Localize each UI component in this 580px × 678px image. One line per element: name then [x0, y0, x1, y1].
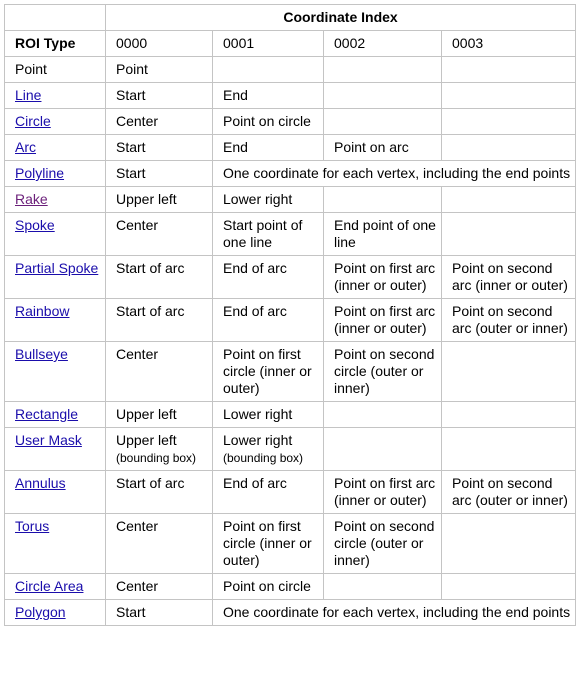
coord-0001-cell-text: Point on first circle (inner or outer) — [223, 346, 312, 396]
coord-0000-cell — [106, 574, 213, 600]
empty-corner-cell — [5, 5, 106, 31]
coord-0000-cell-text: Upper left — [116, 406, 177, 422]
coord-0001-cell-text: Lower right — [223, 432, 293, 448]
coord-0001-cell — [213, 187, 324, 213]
coord-0002-cell-text: Point on first arc (inner or outer) — [334, 475, 436, 508]
roi-type-link[interactable]: Bullseye — [15, 346, 68, 362]
table-row — [5, 57, 576, 83]
roi-type-link[interactable]: Torus — [15, 518, 50, 534]
coord-0002-cell — [324, 256, 442, 299]
coord-0001-cell — [213, 135, 324, 161]
coord-0000-cell-text: Center — [116, 518, 159, 534]
roi-type-cell — [5, 57, 106, 83]
table-row — [5, 342, 576, 402]
group-header-row — [5, 5, 576, 31]
coord-0002-cell-text: Point on first arc (inner or outer) — [334, 260, 436, 293]
roi-type-link[interactable]: Circle Area — [15, 578, 84, 594]
coord-0000-cell-text: Start of arc — [116, 303, 185, 319]
coord-0000-cell-text: Start — [116, 165, 146, 181]
index-header-0003: 0003 — [442, 31, 576, 57]
table-row — [5, 135, 576, 161]
roi-type-cell — [5, 299, 106, 342]
coord-0001-cell-text: One coordinate for each vertex, including the end points — [223, 604, 571, 620]
coord-0001-cell-text: Point on first circle (inner or outer) — [223, 518, 312, 568]
coord-0003-cell — [442, 342, 576, 402]
coord-0000-cell-text: Point — [116, 61, 148, 77]
coord-0003-cell — [442, 135, 576, 161]
table-row — [5, 83, 576, 109]
coord-0000-cell-text: Start of arc — [116, 475, 185, 491]
coord-0002-cell — [324, 213, 442, 256]
roi-type-cell — [5, 471, 106, 514]
coord-0002-cell-text: Point on first arc (inner or outer) — [334, 303, 436, 336]
coordinate-index-table — [4, 4, 576, 626]
coord-0002-cell — [324, 428, 442, 471]
coord-0001-cell — [213, 83, 324, 109]
coord-0003-cell-text: Point on second arc (outer or inner) — [452, 475, 568, 508]
table-row — [5, 256, 576, 299]
coord-0001-cell — [213, 213, 324, 256]
coord-0001-cell-text: Point on circle — [223, 578, 311, 594]
coord-0000-cell-text: Upper left — [116, 191, 177, 207]
roi-type-cell — [5, 161, 106, 187]
coord-0001-cell — [213, 428, 324, 471]
coord-0002-cell — [324, 109, 442, 135]
roi-type-cell — [5, 213, 106, 256]
coord-0002-cell-text: End point of one line — [334, 217, 436, 250]
coord-0002-cell — [324, 187, 442, 213]
coord-0000-cell — [106, 342, 213, 402]
roi-type-label: Point — [15, 61, 47, 77]
roi-type-cell — [5, 402, 106, 428]
coord-0000-cell — [106, 109, 213, 135]
roi-type-link[interactable]: Rectangle — [15, 406, 79, 422]
coord-0000-cell-text: Center — [116, 113, 159, 129]
coord-0001-cell — [213, 600, 576, 626]
coord-0000-cell — [106, 135, 213, 161]
roi-type-cell — [5, 256, 106, 299]
coord-0002-cell — [324, 471, 442, 514]
coord-0002-cell — [324, 402, 442, 428]
coord-0001-cell — [213, 471, 324, 514]
roi-type-cell — [5, 514, 106, 574]
coord-0002-cell — [324, 574, 442, 600]
coord-0001-cell-text: Lower right — [223, 406, 293, 422]
roi-type-cell — [5, 109, 106, 135]
coord-0001-cell-text: End — [223, 139, 248, 155]
table-row — [5, 109, 576, 135]
coord-0000-cell — [106, 514, 213, 574]
roi-type-link[interactable]: Arc — [15, 139, 36, 155]
table-row — [5, 471, 576, 514]
roi-type-cell — [5, 83, 106, 109]
coord-0000-cell — [106, 299, 213, 342]
coord-0003-cell-text: Point on second arc (inner or outer) — [452, 260, 568, 293]
coord-0000-cell — [106, 57, 213, 83]
coord-0003-cell — [442, 83, 576, 109]
roi-type-cell — [5, 574, 106, 600]
coord-0003-cell — [442, 213, 576, 256]
coord-0000-cell — [106, 600, 213, 626]
coord-0000-cell — [106, 161, 213, 187]
coord-0000-cell-text: Upper left — [116, 432, 177, 448]
roi-type-link[interactable]: User Mask — [15, 432, 82, 448]
roi-type-link[interactable]: Partial Spoke — [15, 260, 99, 276]
coord-0000-cell — [106, 256, 213, 299]
coord-0001-cell-text: End of arc — [223, 475, 287, 491]
coord-0002-cell — [324, 342, 442, 402]
coord-0003-cell — [442, 471, 576, 514]
coord-0001-cell — [213, 109, 324, 135]
roi-type-link[interactable]: Polygon — [15, 604, 66, 620]
coord-0000-cell — [106, 402, 213, 428]
coord-0002-cell-text: Point on second circle (outer or inner) — [334, 518, 435, 568]
coord-0001-cell-text: Start point of one line — [223, 217, 303, 250]
table-row — [5, 402, 576, 428]
roi-type-header: ROI Type — [5, 31, 106, 57]
roi-type-link[interactable]: Spoke — [15, 217, 55, 233]
coord-0001-cell-text: One coordinate for each vertex, including the end points — [223, 165, 571, 181]
coord-0000-cell — [106, 83, 213, 109]
coord-0003-cell — [442, 574, 576, 600]
roi-type-cell — [5, 600, 106, 626]
coord-0001-cell — [213, 57, 324, 83]
coord-0003-cell — [442, 256, 576, 299]
coord-0001-cell-note: (bounding box) — [223, 451, 304, 465]
coord-0002-cell — [324, 135, 442, 161]
coord-0003-cell — [442, 514, 576, 574]
coord-0001-cell — [213, 514, 324, 574]
coord-0001-cell — [213, 161, 576, 187]
coord-0001-cell — [213, 299, 324, 342]
coord-0001-cell — [213, 342, 324, 402]
roi-type-cell — [5, 342, 106, 402]
table-row — [5, 213, 576, 256]
coord-0003-cell — [442, 109, 576, 135]
coord-0002-cell — [324, 299, 442, 342]
coord-0000-cell — [106, 187, 213, 213]
table-row — [5, 299, 576, 342]
table-row — [5, 187, 576, 213]
table-row — [5, 428, 576, 471]
index-header-0000: 0000 — [106, 31, 213, 57]
coord-0002-cell-text: Point on second circle (outer or inner) — [334, 346, 435, 396]
coord-0000-cell-text: Start — [116, 139, 146, 155]
coord-0003-cell — [442, 187, 576, 213]
roi-type-link[interactable]: Line — [15, 87, 42, 103]
coord-0000-cell-note: (bounding box) — [116, 451, 197, 465]
table-row — [5, 514, 576, 574]
coord-0001-cell — [213, 256, 324, 299]
coord-0001-cell-text: End of arc — [223, 260, 287, 276]
coord-0001-cell — [213, 402, 324, 428]
roi-type-cell — [5, 187, 106, 213]
coord-0003-cell — [442, 428, 576, 471]
coord-0002-cell — [324, 514, 442, 574]
column-header-row — [5, 31, 576, 57]
coord-0003-cell-text: Point on second arc (outer or inner) — [452, 303, 568, 336]
roi-type-cell — [5, 135, 106, 161]
roi-type-link[interactable]: Rake — [15, 191, 48, 207]
coord-0003-cell — [442, 299, 576, 342]
roi-type-link[interactable]: Rainbow — [15, 303, 70, 319]
index-header-0002: 0002 — [324, 31, 442, 57]
coord-0001-cell-text: Lower right — [223, 191, 293, 207]
coord-0000-cell-text: Start — [116, 604, 146, 620]
table-row — [5, 574, 576, 600]
coordinate-index-header: Coordinate Index — [106, 5, 576, 31]
coord-0000-cell — [106, 471, 213, 514]
roi-type-cell — [5, 428, 106, 471]
coord-0003-cell — [442, 402, 576, 428]
coord-0000-cell-text: Start — [116, 87, 146, 103]
table-row — [5, 161, 576, 187]
coord-0002-cell — [324, 57, 442, 83]
coord-0000-cell-text: Center — [116, 346, 159, 362]
coord-0003-cell — [442, 57, 576, 83]
coord-0000-cell-text: Center — [116, 578, 159, 594]
roi-type-link[interactable]: Circle — [15, 113, 51, 129]
index-header-0001: 0001 — [213, 31, 324, 57]
coord-0001-cell-text: End — [223, 87, 248, 103]
coord-0000-cell — [106, 428, 213, 471]
coord-0000-cell — [106, 213, 213, 256]
coord-0001-cell-text: End of arc — [223, 303, 287, 319]
coord-0000-cell-text: Start of arc — [116, 260, 185, 276]
coord-0000-cell-text: Center — [116, 217, 159, 233]
roi-type-link[interactable]: Polyline — [15, 165, 65, 181]
table-row — [5, 600, 576, 626]
coord-0001-cell — [213, 574, 324, 600]
coord-0001-cell-text: Point on circle — [223, 113, 311, 129]
coord-0002-cell — [324, 83, 442, 109]
coord-0002-cell-text: Point on arc — [334, 139, 409, 155]
roi-type-link[interactable]: Annulus — [15, 475, 66, 491]
